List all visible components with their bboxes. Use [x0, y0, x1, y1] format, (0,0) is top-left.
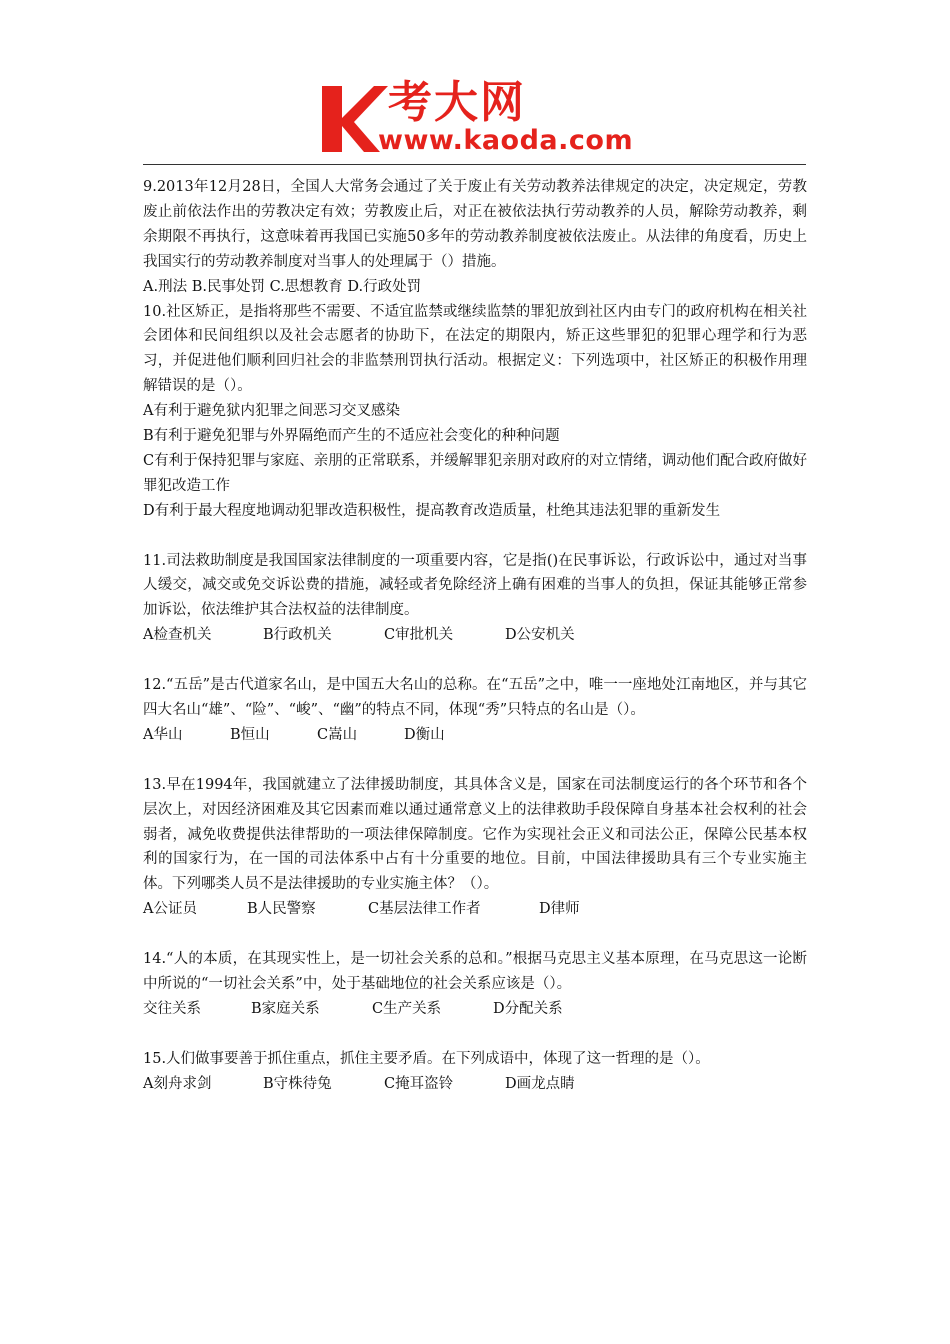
option-b: B行政机关	[263, 627, 332, 644]
question-15	[143, 1047, 807, 1097]
option-d: D分配关系	[493, 1000, 563, 1017]
question-stem: 10.社区矫正，是指将那些不需要、不适宜监禁或继续监禁的罪犯放到社区内由专门的政府机构在相关社会团体和民间组织以及社会志愿者的协助下，在法定的期限内，矫正这些罪犯的犯罪心理学和行为恶习，并促进他们顺利回归社会的非监禁刑罚执行活动。根据定义：下列选项中，社区矫正的积极作用理解错误的是（）。	[143, 303, 807, 395]
question-10	[143, 300, 807, 524]
spacer	[143, 648, 807, 673]
question-9	[143, 175, 807, 300]
question-options	[143, 623, 807, 648]
option-c: C掩耳盗铃	[384, 1075, 454, 1092]
option-b: B家庭关系	[251, 1000, 320, 1017]
option-d: D律师	[539, 901, 580, 918]
option-d: D公安机关	[505, 627, 575, 644]
question-stem: 14.“人的本质，在其现实性上，是一切社会关系的总和。”根据马克思主义基本原理，在马克思这一论断中所说的“一切社会关系”中，处于基础地位的社会关系应该是（）。	[143, 951, 807, 992]
page-header	[0, 0, 950, 166]
option-a: A有利于避免狱内犯罪之间恶习交叉感染	[143, 403, 400, 420]
question-stem: 13.早在1994年，我国就建立了法律援助制度，其具体含义是，国家在司法制度运行的各个环节和各个层次上，对因经济困难及其它因素而难以通过通常意义上的法律救助手段保障自身基本社会权利的社会弱者，减免收费提供法律帮助的一项法律保障制度。它作为实现社会正义和司法公正，保障公民基本权利的国家行为，在一国的司法体系中占有十分重要的地位。目前，中国法律援助具有三个专业实施主体。下列哪类人员不是法律援助的专业实施主体？（）。	[143, 776, 807, 893]
question-stem: 11.司法救助制度是我国国家法律制度的一项重要内容，它是指()在民事诉讼，行政诉讼中，通过对当事人缓交，减交或免交诉讼费的措施，减轻或者免除经济上确有困难的当事人的负担，保证其能够正常参加诉讼，依法维护其合法权益的法律制度。	[143, 552, 807, 619]
question-stem: 12.“五岳”是古代道家名山，是中国五大名山的总称。在“五岳”之中，唯一一座地处江南地区，并与其它四大名山“雄”、“险”、“峻”、“幽”的特点不同，体现“秀”只特点的名山是（）。	[143, 677, 807, 718]
option-c: C嵩山	[317, 726, 358, 743]
spacer	[143, 922, 807, 947]
option-a: A华山	[143, 726, 183, 743]
question-options	[143, 723, 807, 748]
option-a: A检查机关	[143, 627, 212, 644]
spacer	[143, 524, 807, 549]
question-12	[143, 673, 807, 748]
question-options	[143, 897, 807, 922]
option-c: C审批机关	[384, 627, 454, 644]
option-c: C生产关系	[372, 1000, 442, 1017]
option-b: B恒山	[230, 726, 270, 743]
question-stem: 15.人们做事要善于抓住重点，抓住主要矛盾。在下列成语中，体现了这一哲理的是（）。	[143, 1050, 710, 1067]
question-options	[143, 997, 807, 1022]
option-b: B守株待兔	[263, 1075, 332, 1092]
option-b: B人民警察	[247, 901, 316, 918]
option-d: D有利于最大程度地调动犯罪改造积极性，提高教育改造质量，杜绝其违法犯罪的重新发生	[143, 502, 721, 519]
question-11	[143, 549, 807, 649]
option-a: 交往关系	[143, 1000, 201, 1017]
option-c: C基层法律工作者	[368, 901, 481, 918]
option-d: D衡山	[404, 726, 445, 743]
question-options	[143, 1072, 807, 1097]
logo-brand-text: 考大网	[388, 77, 526, 128]
question-options: A.刑法 B.民事处罚 C.思想教育 D.行政处罚	[143, 278, 422, 295]
spacer	[143, 748, 807, 773]
option-b: B有利于避免犯罪与外界隔绝而产生的不适应社会变化的种种问题	[143, 428, 560, 445]
question-14	[143, 947, 807, 1022]
question-13	[143, 773, 807, 922]
kaoda-logo[interactable]	[318, 77, 648, 160]
question-list	[143, 175, 807, 1096]
question-stem: 9.2013年12月28日，全国人大常务会通过了关于废止有关劳动教养法律规定的决定，决定规定，劳教废止前依法作出的劳教决定有效；劳教废止后，对正在被依法执行劳动教养的人员，解除劳动教养，剩余期限不再执行，这意味着再我国已实施50多年的劳动教养制度被依法废止。从法律的角度看，历史上我国实行的劳动教养制度对当事人的处理属于（）措施。	[143, 179, 807, 270]
header-divider	[143, 164, 806, 165]
option-d: D画龙点睛	[505, 1075, 575, 1092]
option-a: A公证员	[143, 901, 197, 918]
spacer	[143, 1022, 807, 1047]
option-c: C有利于保持犯罪与家庭、亲朋的正常联系，并缓解罪犯亲朋对政府的对立情绪，调动他们配合政府做好罪犯改造工作	[143, 452, 807, 494]
logo-url-text: www.kaoda.com	[378, 125, 634, 156]
option-a: A刻舟求剑	[143, 1075, 212, 1092]
